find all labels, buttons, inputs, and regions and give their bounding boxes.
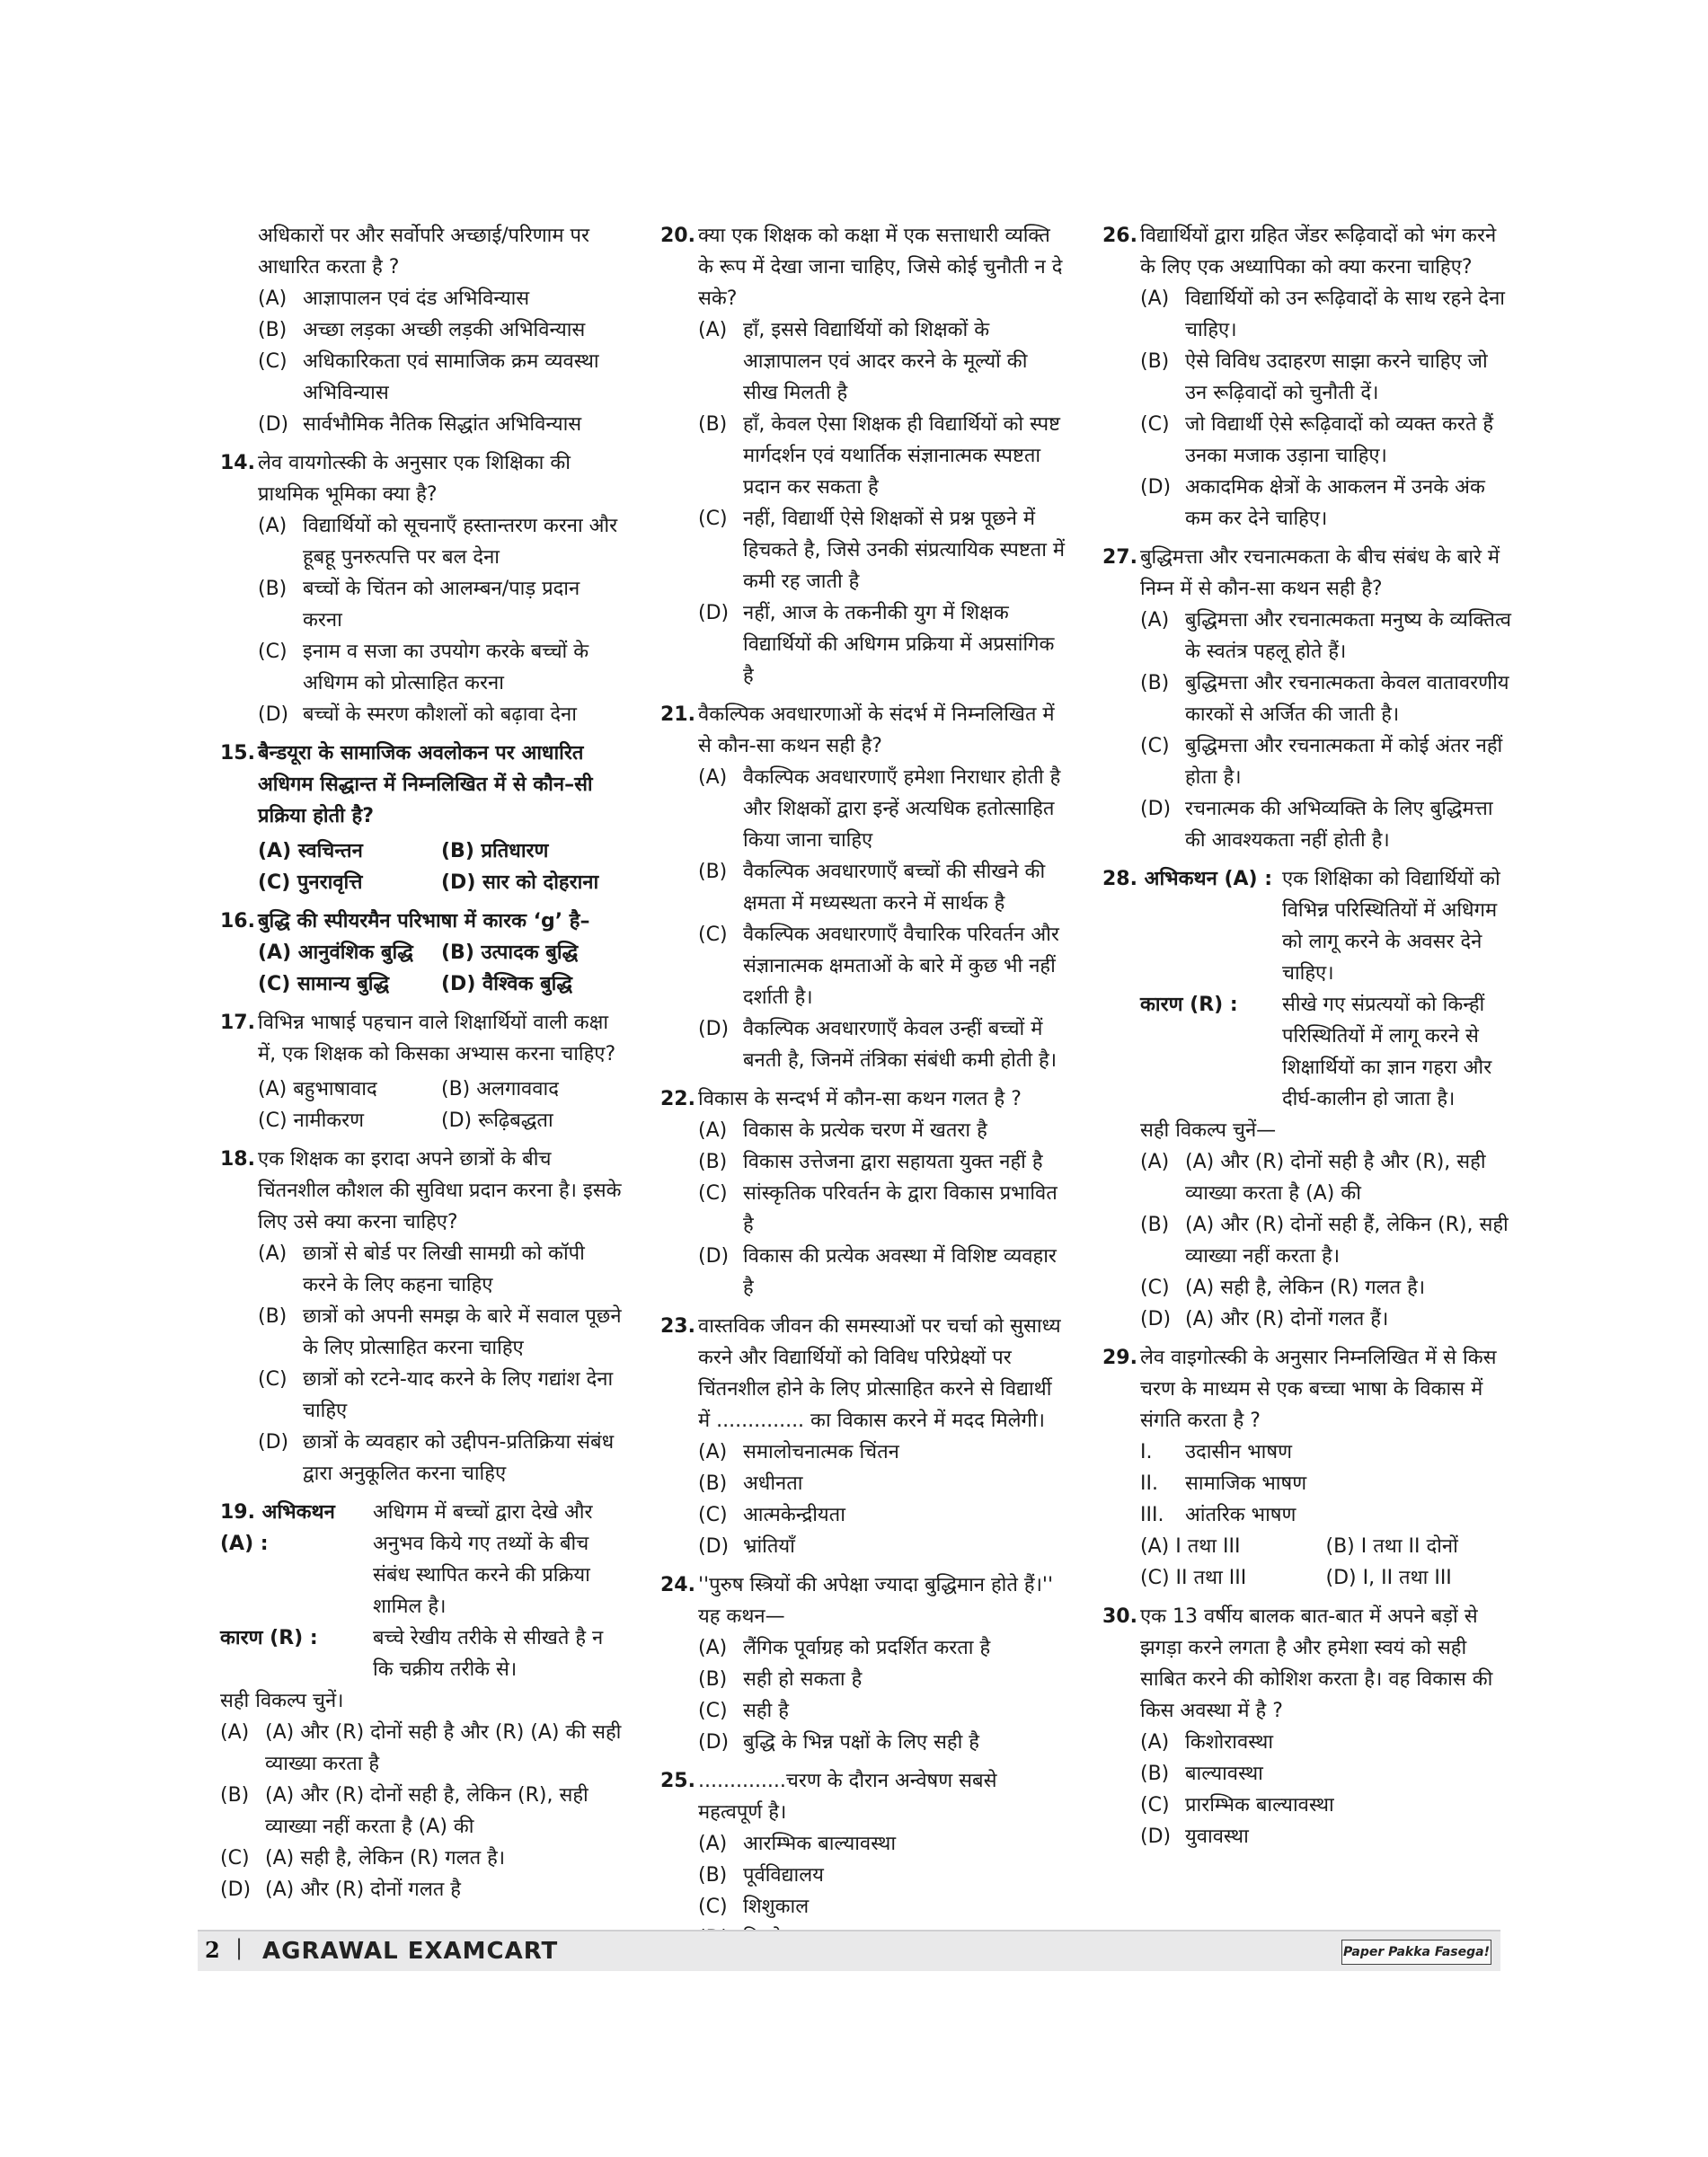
option-c: (C) नहीं, विद्यार्थी ऐसे शिक्षकों से प्रश्न पूछने में हिचकते है, जिसे उनकी संप्रत्यायिक स्पष्टता में कमी रह जाती है bbox=[698, 508, 1066, 593]
question-text: बुद्धि की स्पीयरमैन परिभाषा में कारक ‘g’ है– bbox=[258, 910, 590, 933]
option-a: (A) आनुवंशिक बुद्धि bbox=[258, 941, 413, 964]
question-23 bbox=[660, 1311, 1066, 1562]
option-d: (D) सार्वभौमिक नैतिक सिद्धांत अभिविन्यास bbox=[258, 413, 582, 436]
tagline-stamp: Paper Pakka Fasega! bbox=[1341, 1940, 1491, 1965]
option-c: (C) सांस्कृतिक परिवर्तन के द्वारा विकास प्रभावित है bbox=[698, 1182, 1058, 1236]
page-number: 2 bbox=[205, 1937, 220, 1963]
question-text: ''पुरुष स्त्रियों की अपेक्षा ज्यादा बुद्धिमान होते हैं।'' यह कथन— bbox=[698, 1574, 1054, 1628]
option-d: (D) वैश्विक बुद्धि bbox=[441, 973, 572, 995]
reason-text: बच्चे रेखीय तरीके से सीखते है न कि चक्रीय तरीके से। bbox=[373, 1627, 604, 1681]
reason-label: कारण (R) : bbox=[1140, 994, 1238, 1016]
option-b: (B) हाँ, केवल ऐसा शिक्षक ही विद्यार्थियों को स्पष्ट मार्गदर्शन एवं यथार्तिक संज्ञानात्मक स्पष्टता प्रदान कर सकता है bbox=[698, 413, 1061, 499]
option-c: (C) छात्रों को रटने-याद करने के लिए गद्यांश देना चाहिए bbox=[258, 1368, 614, 1422]
question-text: विभिन्न भाषाई पहचान वाले शिक्षार्थियों वाली कक्षा में, एक शिक्षक को किसका अभ्यास करना चाहिए? bbox=[258, 1012, 616, 1065]
option-a: (A) समालोचनात्मक चिंतन bbox=[698, 1441, 899, 1463]
question-14 bbox=[220, 447, 624, 730]
option-b: (B) (A) और (R) दोनों सही है, लेकिन (R), सही व्याख्या नहीं करता है (A) की bbox=[220, 1784, 589, 1838]
question-22 bbox=[660, 1083, 1066, 1304]
option-b: (B) विकास उत्तेजना द्वारा सहायता युक्त नहीं है bbox=[698, 1151, 1043, 1173]
question-number: 15. bbox=[220, 742, 255, 765]
option-b: (B) अधीनता bbox=[698, 1472, 803, 1495]
options-row bbox=[258, 867, 624, 898]
brand-logo: AGRAWAL EXAMCART bbox=[262, 1938, 559, 1965]
question-text: वैकल्पिक अवधारणाओं के संदर्भ में निम्नलिखित में से कौन-सा कथन सही है? bbox=[698, 703, 1055, 757]
question-text: लेव वाइगोत्स्की के अनुसार निम्नलिखित में से किस चरण के माध्यम से एक बच्चा भाषा के विकास में संगति करता है ? bbox=[1140, 1347, 1497, 1432]
option-a: (A) किशोरावस्था bbox=[1140, 1731, 1274, 1754]
option-d: (D) भ्रांतियाँ bbox=[698, 1535, 795, 1558]
option-b: (B) पूर्वविद्यालय bbox=[698, 1864, 824, 1887]
option-d: (D) युवावस्था bbox=[1140, 1825, 1249, 1848]
question-number: 21. bbox=[660, 703, 695, 726]
question-13-continued bbox=[220, 220, 624, 440]
option-d: (D) वैकल्पिक अवधारणाएँ केवल उन्हीं बच्चों में बनती है, जिनमें तंत्रिका संबंधी कमी होती है। bbox=[698, 1018, 1058, 1072]
option-b: (B) I तथा II दोनों bbox=[1325, 1535, 1458, 1558]
option-b: (B) बच्चों के चिंतन को आलम्बन/पाड़ प्रदान करना bbox=[258, 578, 580, 632]
middle-column bbox=[660, 220, 1066, 1961]
option-d: (D) (A) और (R) दोनों गलत है bbox=[220, 1879, 461, 1901]
option-a: (A) विद्यार्थियों को सूचनाएँ हस्तान्तरण करना और हूबहू पुनरुत्पत्ति पर बल देना bbox=[258, 515, 618, 569]
question-number: 30. bbox=[1102, 1605, 1137, 1628]
option-a: (A) I तथा III bbox=[1140, 1535, 1241, 1558]
option-b: (B) अच्छा लड़का अच्छी लड़की अभिविन्यास bbox=[258, 319, 586, 341]
option-c: (C) शिशुकाल bbox=[698, 1896, 810, 1918]
assertion-row bbox=[1102, 863, 1511, 989]
question-number: 24. bbox=[660, 1574, 695, 1596]
option-b: (B) प्रतिधारण bbox=[441, 840, 549, 862]
page-footer bbox=[198, 1930, 1500, 1971]
option-a: (A) स्वचिन्तन bbox=[258, 840, 363, 862]
question-text: क्या एक शिक्षक को कक्षा में एक सत्ताधारी व्यक्ति के रूप में देखा जाना चाहिए, जिसे कोई चुनौती न दे सके? bbox=[698, 225, 1063, 310]
question-20 bbox=[660, 220, 1066, 692]
option-d: (D) (A) और (R) दोनों गलत हैं। bbox=[1140, 1308, 1389, 1330]
option-c: (C) अधिकारिकता एवं सामाजिक क्रम व्यवस्था अभिविन्यास bbox=[258, 350, 599, 404]
option-a: (A) (A) और (R) दोनों सही है और (R), सही व्याख्या करता है (A) की bbox=[1140, 1151, 1486, 1205]
option-d: (D) I, II तथा III bbox=[1325, 1567, 1452, 1589]
question-26 bbox=[1102, 220, 1511, 535]
question-text: ..............चरण के दौरान अन्वेषण सबसे महत्वपूर्ण है। bbox=[698, 1770, 997, 1824]
question-number: 14. bbox=[220, 452, 255, 474]
option-a: (A) आरम्भिक बाल्यावस्था bbox=[698, 1833, 897, 1855]
question-number: 27. bbox=[1102, 546, 1137, 569]
option-c: (C) प्रारम्भिक बाल्यावस्था bbox=[1140, 1794, 1334, 1817]
option-b: (B) अलगाववाद bbox=[441, 1078, 559, 1101]
option-c: (C) (A) सही है, लेकिन (R) गलत है। bbox=[220, 1847, 506, 1870]
option-c: (C) पुनरावृत्ति bbox=[258, 871, 363, 894]
option-b: (B) वैकल्पिक अवधारणाएँ बच्चों की सीखने की क्षमता में मध्यस्थता करने में सार्थक है bbox=[698, 861, 1046, 915]
stage-item: I. उदासीन भाषण bbox=[1140, 1441, 1292, 1463]
question-text: वास्तविक जीवन की समस्याओं पर चर्चा को सुसाध्य करने और विद्यार्थियों को विविध परिप्रेक्ष्यों पर चिंतनशील होने के लिए प्रोत्साहित करने से विद्यार्थी में .............. का विकास करने में मदद मिलेगी। bbox=[698, 1315, 1061, 1432]
reason-text: सीखे गए संप्रत्ययों को किन्हीं परिस्थितियों में लागू करने से शिक्षार्थियों का ज्ञान गहरा और दीर्घ-कालीन हो जाता है। bbox=[1282, 994, 1492, 1110]
question-number: 22. bbox=[660, 1088, 695, 1110]
question-17 bbox=[220, 1007, 624, 1136]
option-c: (C) नामीकरण bbox=[258, 1109, 365, 1132]
option-c: (C) II तथा III bbox=[1140, 1567, 1247, 1589]
option-d: (D) रचनात्मक की अभिव्यक्ति के लिए बुद्धिमत्ता की आवश्यकता नहीं होती है। bbox=[1140, 798, 1493, 852]
assertion-text: एक शिक्षिका को विद्यार्थियों को विभिन्न परिस्थितियों में अधिगम को लागू करने के अवसर देने चाहिए। bbox=[1282, 868, 1500, 985]
option-b: (B) ऐसे विविध उदाहरण साझा करने चाहिए जो उन रूढ़िवादों को चुनौती दें। bbox=[1140, 350, 1488, 404]
option-d: (D) विकास की प्रत्येक अवस्था में विशिष्ट व्यवहार है bbox=[698, 1245, 1057, 1299]
question-text: विद्यार्थियों द्वारा ग्रहित जेंडर रूढ़िवादों को भंग करने के लिए एक अध्यापिका को क्या करना चाहिए? bbox=[1140, 225, 1497, 278]
question-text: एक 13 वर्षीय बालक बात-बात में अपने बड़ों से झगड़ा करने लगता है और हमेशा स्वयं को सही साबित करने की कोशिश करता है। वह विकास की किस अवस्था में है ? bbox=[1140, 1605, 1493, 1722]
option-a: (A) लैंगिक पूर्वाग्रह को प्रदर्शित करता है bbox=[698, 1637, 991, 1659]
question-30 bbox=[1102, 1601, 1511, 1852]
question-29 bbox=[1102, 1342, 1511, 1594]
assertion-text: अधिगम में बच्चों द्वारा देखे और अनुभव किये गए तथ्यों के बीच संबंध स्थापित करने की प्रक्रिया शामिल है। bbox=[373, 1501, 593, 1618]
options-row bbox=[258, 1074, 624, 1105]
question-number: 28. bbox=[1102, 868, 1137, 890]
question-text: एक शिक्षक का इरादा अपने छात्रों के बीच चिंतनशील कौशल की सुविधा प्रदान करना है। इसके लिए उसे क्या करना चाहिए? bbox=[258, 1148, 622, 1233]
question-27 bbox=[1102, 542, 1511, 856]
option-c: (C) बुद्धिमत्ता और रचनात्मकता में कोई अंतर नहीं होता है। bbox=[1140, 735, 1503, 789]
option-d: (D) बुद्धि के भिन्न पक्षों के लिए सही है bbox=[698, 1731, 979, 1754]
assertion-label: अभिकथन (A) : bbox=[220, 1501, 335, 1555]
question-text: अधिकारों पर और सर्वोपरि अच्छाई/परिणाम पर आधारित करता है ? bbox=[258, 225, 589, 278]
stage-item: III. आंतरिक भाषण bbox=[1140, 1504, 1296, 1526]
options-row bbox=[1140, 1562, 1511, 1594]
option-b: (B) बुद्धिमत्ता और रचनात्मकता केवल वातावरणीय कारकों से अर्जित की जाती है। bbox=[1140, 672, 1509, 726]
question-number: 25. bbox=[660, 1770, 695, 1792]
question-number: 18. bbox=[220, 1148, 255, 1171]
question-text: विकास के सन्दर्भ में कौन-सा कथन गलत है ? bbox=[698, 1088, 1022, 1110]
options-list bbox=[1102, 1146, 1511, 1335]
question-28 bbox=[1102, 863, 1511, 1335]
option-d: (D) नहीं, आज के तकनीकी युग में शिक्षक विद्यार्थियों की अधिगम प्रक्रिया में अप्रसांगिक है bbox=[698, 602, 1055, 687]
question-number: 26. bbox=[1102, 225, 1137, 247]
options-row bbox=[258, 968, 624, 1000]
option-c: (C) आत्मकेन्द्रीयता bbox=[698, 1504, 845, 1526]
assertion-label: अभिकथन (A) : bbox=[1144, 868, 1273, 890]
option-b: (B) छात्रों को अपनी समझ के बारे में सवाल पूछने के लिए प्रोत्साहित करना चाहिए bbox=[258, 1305, 622, 1359]
question-19 bbox=[220, 1497, 624, 1905]
option-a: (A) विद्यार्थियों को उन रूढ़िवादों के साथ रहने देना चाहिए। bbox=[1140, 287, 1506, 341]
question-text: लेव वायगोत्स्की के अनुसार एक शिक्षिका की प्राथमिक भूमिका क्या है? bbox=[258, 452, 571, 506]
choose-prompt: सही विकल्प चुनें। bbox=[220, 1690, 344, 1712]
reason-label: कारण (R) : bbox=[220, 1627, 318, 1649]
option-c: (C) जो विद्यार्थी ऐसे रूढ़िवादों को व्यक्त करते हैं उनका मजाक उड़ाना चाहिए। bbox=[1140, 413, 1494, 467]
question-number: 17. bbox=[220, 1012, 255, 1034]
choose-prompt: सही विकल्प चुनें— bbox=[1140, 1119, 1277, 1142]
option-d: (D) अकादमिक क्षेत्रों के आकलन में उनके अंक कम कर देने चाहिए। bbox=[1140, 476, 1485, 530]
stage-item: II. सामाजिक भाषण bbox=[1140, 1472, 1307, 1495]
question-number: 19. bbox=[220, 1501, 255, 1524]
question-18 bbox=[220, 1144, 624, 1490]
right-column bbox=[1102, 220, 1511, 1860]
options-row bbox=[1140, 1531, 1511, 1562]
options-row bbox=[258, 835, 624, 867]
reason-row bbox=[220, 1622, 624, 1685]
option-a: (A) हाँ, इससे विद्यार्थियों को शिक्षकों के आज्ञापालन एवं आदर करने के मूल्यों की सीख मिलती है bbox=[698, 319, 1028, 404]
option-b: (B) सही हो सकता है bbox=[698, 1668, 863, 1691]
option-a: (A) बहुभाषावाद bbox=[258, 1078, 377, 1101]
option-d: (D) छात्रों के व्यवहार को उद्दीपन-प्रतिक्रिया संबंध द्वारा अनुकूलित करना चाहिए bbox=[258, 1431, 615, 1485]
option-d: (D) रूढ़िबद्धता bbox=[441, 1109, 553, 1132]
question-number: 20. bbox=[660, 225, 695, 247]
option-b: (B) उत्पादक बुद्धि bbox=[441, 941, 579, 964]
option-c: (C) (A) सही है, लेकिन (R) गलत है। bbox=[1140, 1277, 1426, 1299]
question-25 bbox=[660, 1765, 1066, 1954]
assertion-row bbox=[220, 1497, 624, 1622]
option-a: (A) बुद्धिमत्ता और रचनात्मकता मनुष्य के व्यक्तित्व के स्वतंत्र पहलू होते हैं। bbox=[1140, 609, 1511, 663]
option-b: (B) (A) और (R) दोनों सही हैं, लेकिन (R), सही व्याख्या नहीं करता है। bbox=[1140, 1214, 1509, 1268]
question-24 bbox=[660, 1569, 1066, 1758]
question-text: बैन्डयूरा के सामाजिक अवलोकन पर आधारित अधिगम सिद्धान्त में निम्नलिखित में से कौन–सी प्रक्रिया होती है? bbox=[258, 742, 593, 827]
options-row bbox=[258, 1105, 624, 1136]
option-b: (B) बाल्यावस्था bbox=[1140, 1763, 1263, 1785]
option-d: (D) बच्चों के स्मरण कौशलों को बढ़ावा देना bbox=[258, 703, 577, 726]
option-a: (A) विकास के प्रत्येक चरण में खतरा है bbox=[698, 1119, 987, 1142]
left-column bbox=[220, 220, 624, 1913]
question-15 bbox=[220, 738, 624, 898]
option-a: (A) छात्रों से बोर्ड पर लिखी सामग्री को कॉपी करने के लिए कहना चाहिए bbox=[258, 1242, 585, 1296]
question-number: 29. bbox=[1102, 1347, 1137, 1369]
option-a: (A) (A) और (R) दोनों सही है और (R) (A) की सही व्याख्या करता है bbox=[220, 1721, 622, 1775]
question-text: बुद्धिमत्ता और रचनात्मकता के बीच संबंध के बारे में निम्न में से कौन-सा कथन सही है? bbox=[1140, 546, 1500, 600]
reason-row bbox=[1102, 989, 1511, 1115]
option-a: (A) आज्ञापालन एवं दंड अभिविन्यास bbox=[258, 287, 530, 310]
question-21 bbox=[660, 699, 1066, 1076]
options-row bbox=[258, 937, 624, 968]
question-number: 23. bbox=[660, 1315, 695, 1338]
option-c: (C) वैकल्पिक अवधारणाएँ वैचारिक परिवर्तन और संज्ञानात्मक क्षमताओं के बारे में कुछ भी नहीं दर्शाती है। bbox=[698, 924, 1059, 1009]
option-a: (A) वैकल्पिक अवधारणाएँ हमेशा निराधार होती है और शिक्षकों द्वारा इन्हें अत्यधिक हतोत्साहित किया जाना चाहिए bbox=[698, 766, 1061, 852]
question-number: 16. bbox=[220, 910, 255, 933]
option-d: (D) सार को दोहराना bbox=[441, 871, 599, 894]
option-c: (C) सही है bbox=[698, 1700, 789, 1722]
question-16 bbox=[220, 906, 624, 1000]
option-c: (C) इनाम व सजा का उपयोग करके बच्चों के अधिगम को प्रोत्साहित करना bbox=[258, 641, 589, 694]
option-c: (C) सामान्य बुद्धि bbox=[258, 973, 390, 995]
footer-separator: | bbox=[235, 1935, 243, 1960]
